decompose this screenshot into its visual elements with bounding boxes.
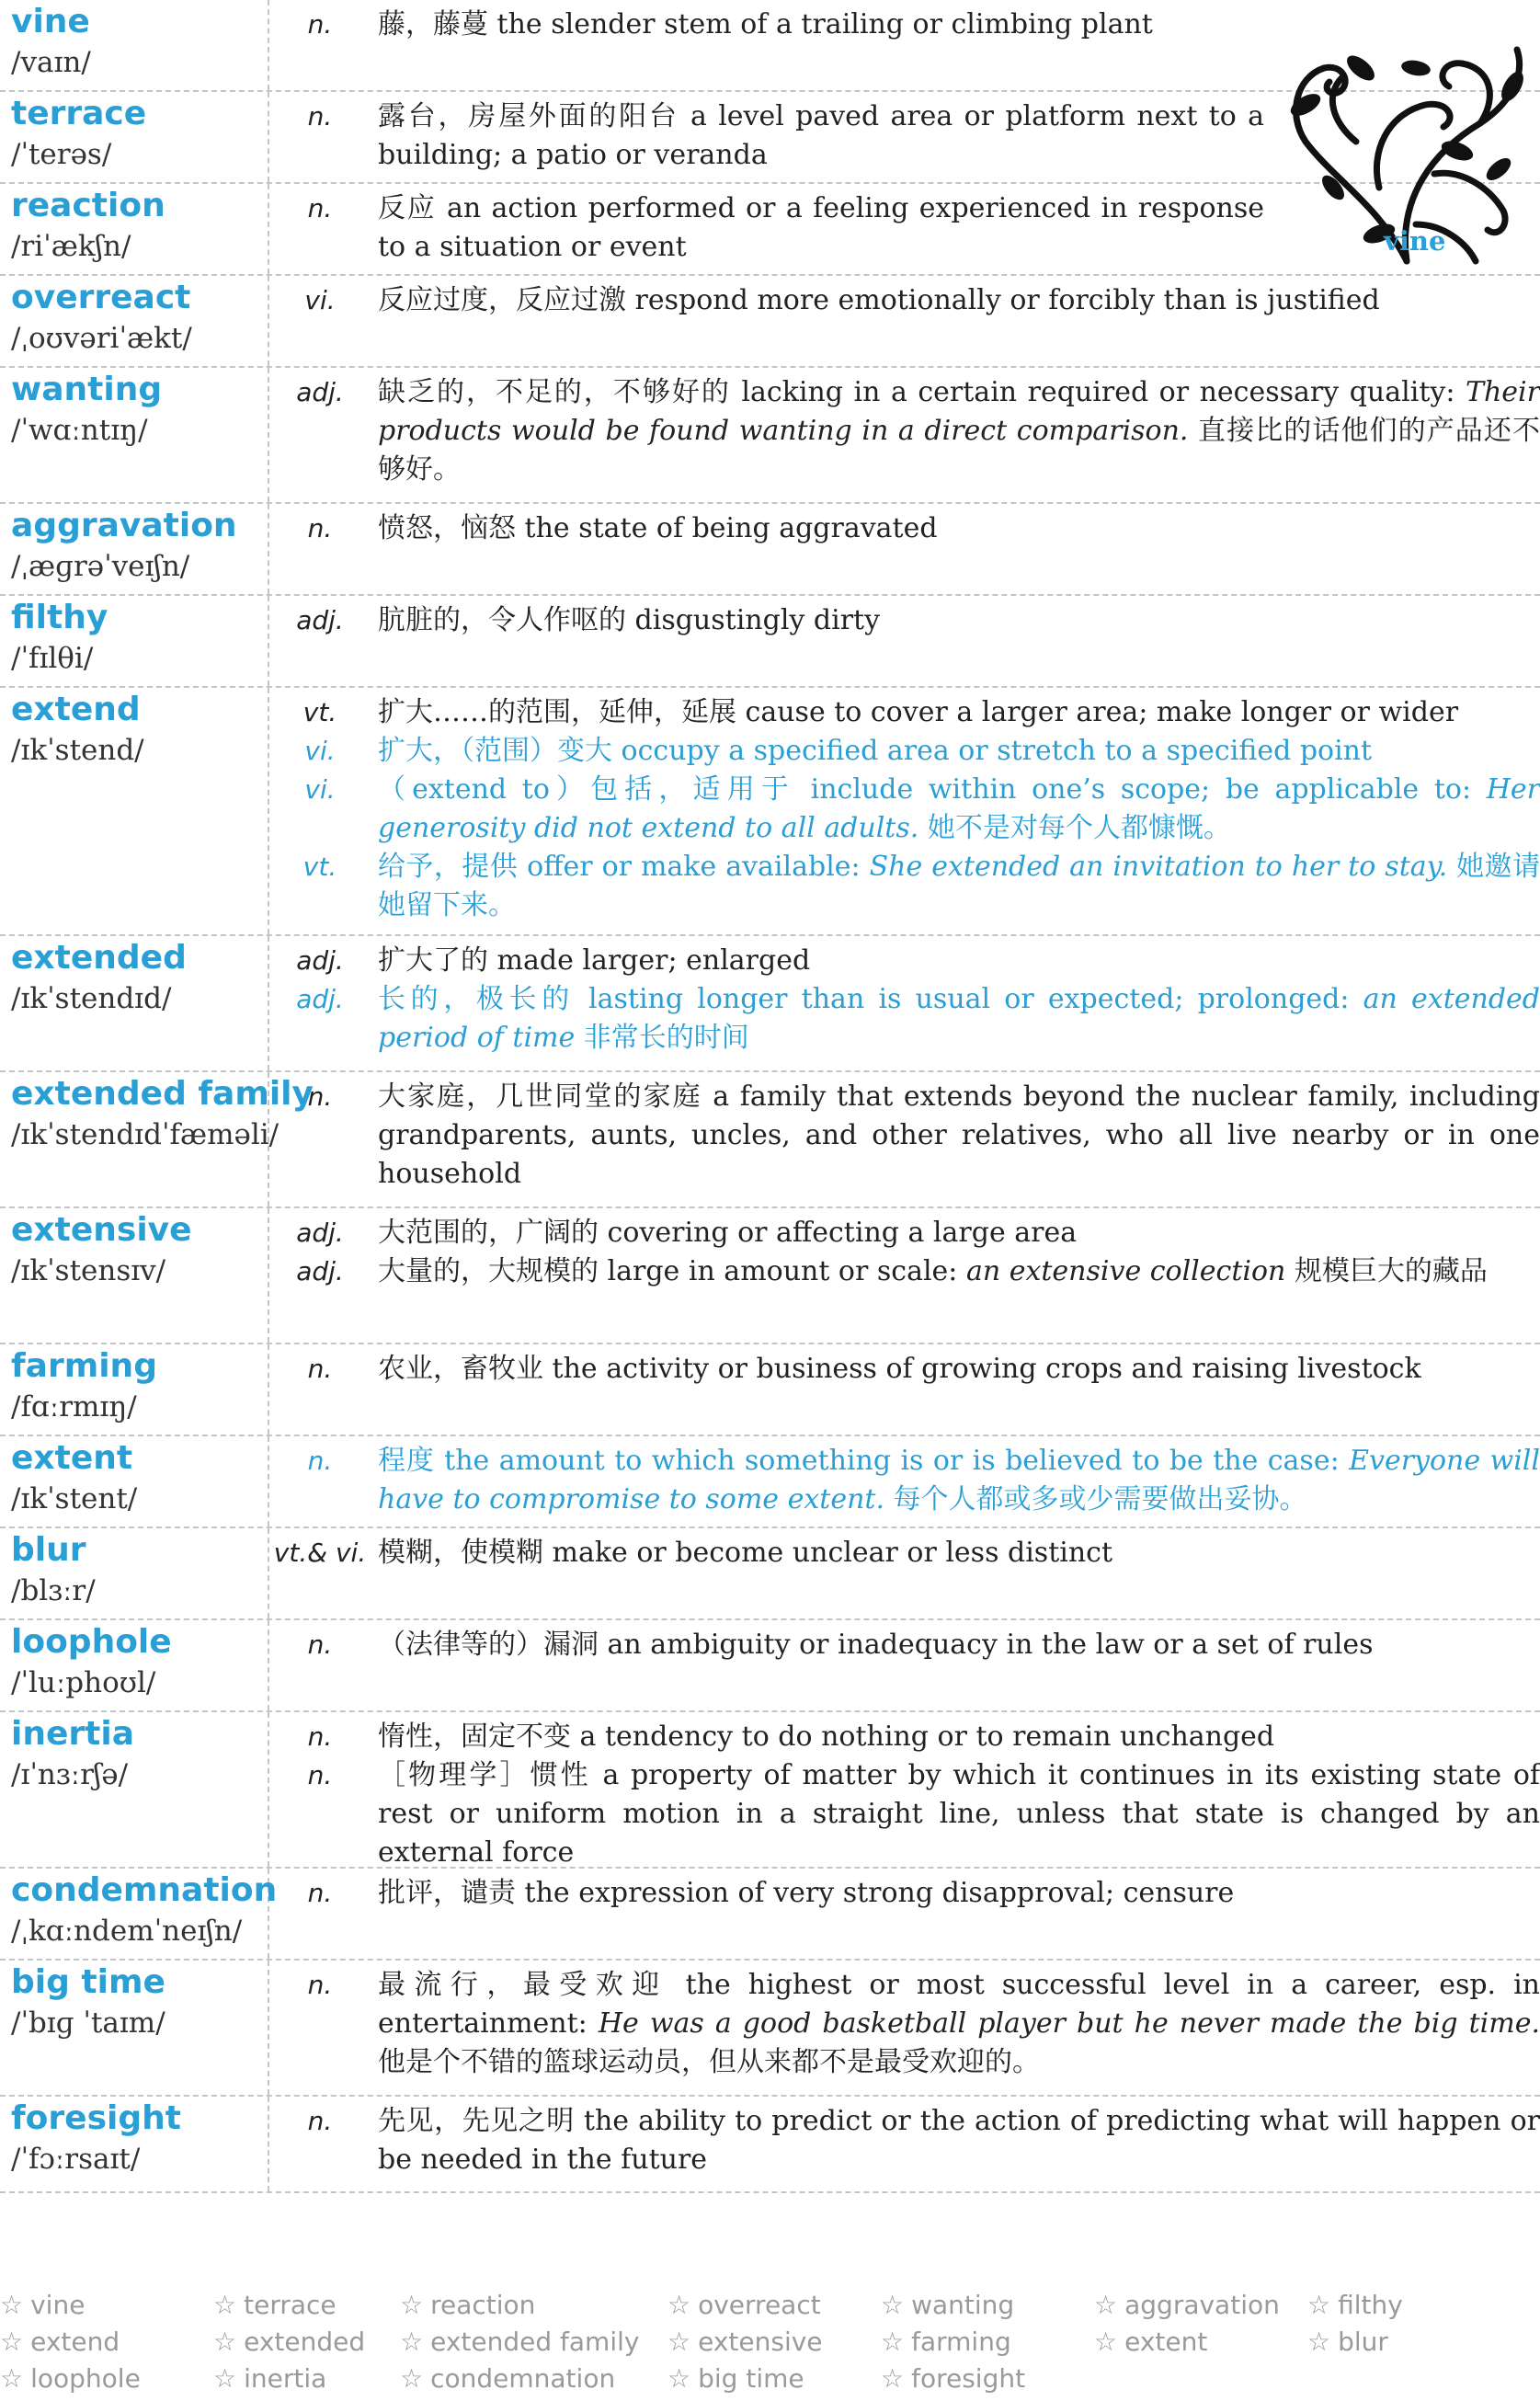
- definition-cell: [269, 276, 1540, 320]
- definition-cell: [269, 2097, 1540, 2179]
- review-item: [1094, 2290, 1280, 2320]
- part-of-speech: n.: [307, 1629, 333, 1660]
- definition-text: 程度 the amount to which something is or is believed to be the case:: [378, 1445, 1350, 1477]
- definition-text: 反应过度，反应过激 respond more emotionally or forcibly than is justified: [378, 284, 1380, 316]
- definition-text: 缺乏的，不足的，不够好的 lacking in a certain required or necessary quality:: [378, 376, 1466, 408]
- phonetic: /blɜːr/: [11, 1574, 96, 1607]
- phonetic: /ˌkɑːndemˈneɪʃn/: [11, 1915, 243, 1948]
- headword-cell: [0, 504, 269, 594]
- headword-cell: [0, 2097, 269, 2191]
- review-word: aggravation: [1124, 2290, 1280, 2320]
- phonetic: /riˈækʃn/: [11, 230, 131, 263]
- phonetic: /ˈwɑːntɪŋ/: [11, 414, 148, 447]
- definition: [269, 1350, 1540, 1389]
- headword: extent: [11, 1439, 133, 1477]
- phonetic: /ˈbɪɡ ˈtaɪm/: [11, 2007, 165, 2040]
- phonetic: /ˈterəs/: [11, 138, 112, 171]
- definition: [269, 601, 1540, 640]
- headword: terrace: [11, 95, 147, 132]
- part-of-speech: n.: [307, 1446, 333, 1476]
- definition-text: 大家庭，几世同堂的家庭 a family that extends beyond the nuclear family, including grandparents, aunts, uncles, and other relatives, who all live nearby or in one household: [378, 1080, 1540, 1190]
- star-icon: ☆: [881, 2363, 905, 2394]
- review-word: extended: [244, 2327, 366, 2357]
- star-icon: ☆: [213, 2363, 237, 2394]
- phonetic: /ɪkˈstendɪd/: [11, 982, 172, 1015]
- headword: condemnation: [11, 1871, 278, 1909]
- definition: [269, 1718, 1540, 1756]
- headword: inertia: [11, 1715, 134, 1753]
- part-of-speech: n.: [307, 193, 333, 223]
- review-word: blur: [1338, 2327, 1388, 2357]
- headword-cell: [0, 1208, 269, 1343]
- example-translation: 她不是对每个人都慷慨。: [918, 812, 1231, 844]
- star-icon: ☆: [1307, 2327, 1331, 2357]
- definition: [269, 1252, 1540, 1291]
- definition: [269, 980, 1540, 1058]
- definition-text: 长的，极长的 lasting longer than is usual or expected; prolonged:: [378, 983, 1363, 1015]
- star-icon: ☆: [400, 2327, 424, 2357]
- star-icon: ☆: [0, 2363, 24, 2394]
- example-translation: 他是个不错的篮球运动员，但从来都不是最受欢迎的。: [378, 2046, 1040, 2078]
- definition-text: 模糊，使模糊 make or become unclear or less distinct: [378, 1537, 1113, 1569]
- star-icon: ☆: [881, 2327, 905, 2357]
- phonetic: /ˈfɔːrsaɪt/: [11, 2143, 141, 2176]
- review-word: loophole: [30, 2363, 141, 2394]
- headword: filthy: [11, 599, 108, 636]
- definition-cell: [269, 1961, 1540, 2082]
- example-sentence: an extended period of time: [378, 983, 1540, 1054]
- definition-cell: [269, 688, 1540, 925]
- definition-text: 愤怒，恼怒 the state of being aggravated: [378, 512, 938, 544]
- definition-cell: [269, 1869, 1540, 1913]
- definition: [269, 189, 1264, 267]
- headword-cell: [0, 1436, 269, 1526]
- headword-cell: [0, 1528, 269, 1618]
- dictionary-entry: [0, 936, 1540, 1072]
- review-item: [213, 2327, 365, 2357]
- definition-cell: [269, 92, 1264, 175]
- definition: [269, 1626, 1540, 1664]
- headword: farming: [11, 1347, 157, 1385]
- phonetic: /ˌoʊvəriˈækt/: [11, 322, 192, 355]
- part-of-speech: vt.: [302, 697, 337, 727]
- part-of-speech: n.: [307, 1721, 333, 1752]
- review-word: condemnation: [430, 2363, 616, 2394]
- phonetic: /ˈfɪlθi/: [11, 642, 94, 675]
- headword: blur: [11, 1531, 86, 1569]
- review-item: [881, 2327, 1011, 2357]
- definition: [269, 509, 1540, 548]
- definition-text: 大量的，大规模的 large in amount or scale:: [378, 1255, 966, 1287]
- review-word: foresight: [911, 2363, 1026, 2394]
- review-item: [0, 2363, 141, 2394]
- review-item: [213, 2290, 337, 2320]
- dictionary-entry: [0, 504, 1540, 596]
- part-of-speech: n.: [307, 9, 333, 40]
- review-word: wanting: [911, 2290, 1015, 2320]
- review-word: extend: [30, 2327, 120, 2357]
- headword: vine: [11, 3, 90, 40]
- review-word: filthy: [1338, 2290, 1403, 2320]
- part-of-speech: vt.: [302, 852, 337, 882]
- definition-cell: [269, 1344, 1540, 1389]
- dictionary-entry: [0, 1620, 1540, 1712]
- headword: overreact: [11, 279, 191, 316]
- phonetic: /ɪˈnɜːrʃə/: [11, 1758, 129, 1791]
- definition: [269, 1534, 1540, 1572]
- phonetic: /ɪkˈstendɪdˈfæməli/: [11, 1118, 279, 1151]
- example-translation: 非常长的时间: [575, 1022, 749, 1054]
- review-item: [1307, 2290, 1403, 2320]
- headword-cell: [0, 1344, 269, 1435]
- review-item: [213, 2363, 326, 2394]
- phonetic: /ˌæɡrəˈveɪʃn/: [11, 550, 190, 583]
- definition-text: 扩大，（范围）变大 occupy a specified area or stretch to a specified point: [378, 735, 1373, 767]
- definition: [269, 942, 1540, 980]
- part-of-speech: adj.: [296, 1218, 344, 1248]
- definition-text: 肮脏的，令人作呕的 disgustingly dirty: [378, 604, 881, 636]
- definition-text: （法律等的）漏洞 an ambiguity or inadequacy in the law or a set of rules: [378, 1629, 1374, 1661]
- dictionary-entry: [0, 1344, 1540, 1436]
- review-word: vine: [30, 2290, 86, 2320]
- phonetic: /ɪkˈstent/: [11, 1482, 138, 1515]
- definition: [269, 848, 1540, 925]
- star-icon: ☆: [213, 2327, 237, 2357]
- star-icon: ☆: [667, 2363, 691, 2394]
- star-icon: ☆: [400, 2363, 424, 2394]
- review-word: inertia: [244, 2363, 327, 2394]
- star-icon: ☆: [0, 2327, 24, 2357]
- part-of-speech: n.: [307, 1878, 333, 1908]
- review-word: extent: [1124, 2327, 1208, 2357]
- star-icon: ☆: [881, 2290, 905, 2320]
- part-of-speech: adj.: [296, 984, 344, 1014]
- star-icon: ☆: [213, 2290, 237, 2320]
- dictionary-entry: [0, 596, 1540, 688]
- star-icon: ☆: [0, 2290, 24, 2320]
- definition: [269, 2102, 1540, 2179]
- definition: [269, 97, 1264, 175]
- definition-text: 大范围的，广阔的 covering or affecting a large area: [378, 1217, 1078, 1249]
- part-of-speech: n.: [307, 1354, 333, 1384]
- review-item: [881, 2363, 1025, 2394]
- example-translation: 直接比的话他们的产品还不够好。: [378, 415, 1540, 486]
- definition: [269, 1442, 1540, 1519]
- phonetic: /vaɪn/: [11, 46, 91, 79]
- part-of-speech: vi.: [304, 736, 336, 766]
- definition-cell: [269, 936, 1540, 1058]
- headword: foresight: [11, 2099, 181, 2137]
- dictionary-entry: [0, 1528, 1540, 1620]
- definition: [269, 6, 1264, 44]
- dictionary-entry: [0, 1208, 1540, 1344]
- definition-text: 露台，房屋外面的阳台 a level paved area or platform next to a building; a patio or veranda: [378, 100, 1264, 171]
- headword-cell: [0, 1712, 269, 1867]
- definition-text: 藤，藤蔓 the slender stem of a trailing or climbing plant: [378, 8, 1153, 40]
- definition-text: 反应 an action performed or a feeling experienced in response to a situation or event: [378, 192, 1264, 263]
- star-icon: ☆: [1307, 2290, 1331, 2320]
- review-word: terrace: [244, 2290, 337, 2320]
- review-word: overreact: [698, 2290, 821, 2320]
- phonetic: /ˈluːphoʊl/: [11, 1666, 156, 1699]
- definition-text: （extend to）包括，适用于 include within one’s scope; be applicable to:: [378, 773, 1487, 806]
- example-sentence: Their products would be found wanting in a direct comparison.: [378, 376, 1540, 447]
- definition-text: 扩大……的范围，延伸，延展 cause to cover a larger area; make longer or wider: [378, 696, 1459, 728]
- headword-cell: [0, 276, 269, 366]
- star-icon: ☆: [667, 2327, 691, 2357]
- part-of-speech: n.: [307, 2106, 333, 2136]
- definition-text: 农业，畜牧业 the activity or business of growing crops and raising livestock: [378, 1353, 1421, 1385]
- definition: [269, 771, 1540, 848]
- definition: [269, 1874, 1540, 1913]
- part-of-speech: n.: [307, 1081, 333, 1112]
- definition-cell: [269, 504, 1540, 548]
- part-of-speech: n.: [307, 1760, 333, 1790]
- example-sentence: Her generosity did not extend to all adults.: [378, 773, 1540, 844]
- definition-cell: [269, 184, 1264, 267]
- review-item: [0, 2290, 85, 2320]
- definition: [269, 1214, 1540, 1252]
- part-of-speech: vt.& vi.: [273, 1538, 367, 1568]
- definition: [269, 373, 1540, 489]
- example-translation: 她邀请她留下来。: [378, 851, 1540, 921]
- part-of-speech: vi.: [304, 285, 336, 315]
- review-word: extensive: [698, 2327, 823, 2357]
- review-item: [400, 2363, 615, 2394]
- part-of-speech: adj.: [296, 377, 344, 407]
- dictionary-entry: [0, 1712, 1540, 1869]
- definition-cell: [269, 1712, 1540, 1872]
- phonetic: /fɑːrmɪŋ/: [11, 1390, 137, 1423]
- star-icon: ☆: [1094, 2290, 1118, 2320]
- dictionary-entry: [0, 1961, 1540, 2097]
- headword-cell: [0, 1072, 314, 1206]
- headword-cell: [0, 0, 269, 90]
- definition-cell: [269, 1072, 1540, 1194]
- definition-cell: [269, 368, 1540, 489]
- dictionary-entry: [0, 2097, 1540, 2193]
- review-item: [400, 2327, 639, 2357]
- definition: [269, 693, 1540, 732]
- definition: [269, 1756, 1540, 1872]
- headword-cell: [0, 368, 269, 502]
- dictionary-entry: [0, 276, 1540, 368]
- review-word: big time: [698, 2363, 804, 2394]
- part-of-speech: adj.: [296, 605, 344, 635]
- star-icon: ☆: [400, 2290, 424, 2320]
- part-of-speech: n.: [307, 1970, 333, 2000]
- headword-cell: [0, 1620, 269, 1710]
- headword: extended family: [11, 1075, 314, 1113]
- review-item: [667, 2363, 804, 2394]
- headword: extended: [11, 939, 187, 977]
- phonetic: /ɪkˈstend/: [11, 734, 144, 767]
- headword: extensive: [11, 1211, 192, 1249]
- definition-cell: [269, 1436, 1540, 1519]
- review-item: [400, 2290, 535, 2320]
- headword: reaction: [11, 187, 165, 224]
- review-item: [667, 2327, 823, 2357]
- review-word: farming: [911, 2327, 1011, 2357]
- headword: extend: [11, 691, 141, 728]
- definition-text: 给予，提供 offer or make available:: [378, 851, 870, 883]
- headword-cell: [0, 1869, 278, 1959]
- headword: aggravation: [11, 507, 237, 544]
- example-sentence: an extensive collection: [965, 1255, 1286, 1287]
- illustration-caption: vine: [1384, 225, 1446, 257]
- headword: big time: [11, 1963, 165, 2001]
- definition-cell: [269, 1528, 1540, 1572]
- definition: [269, 732, 1540, 771]
- dictionary-entry: [0, 688, 1540, 936]
- definition-text: 惰性，固定不变 a tendency to do nothing or to remain unchanged: [378, 1721, 1275, 1753]
- headword-cell: [0, 92, 269, 182]
- star-icon: ☆: [1094, 2327, 1118, 2357]
- definition: [269, 1078, 1540, 1194]
- example-translation: 规模巨大的藏品: [1285, 1255, 1488, 1287]
- headword-cell: [0, 688, 269, 934]
- definition-text: 先见，先见之明 the ability to predict or the action of predicting what will happen or be needed in the future: [378, 2105, 1540, 2176]
- definition-cell: [269, 1208, 1540, 1291]
- definition-text: 批评，谴责 the expression of very strong disapproval; censure: [378, 1877, 1235, 1909]
- review-item: [881, 2290, 1014, 2320]
- definition: [269, 1966, 1540, 2082]
- definition-text: 最流行，最受欢迎 the highest or most successful level in a career, esp. in entertainment:: [378, 1969, 1540, 2040]
- headword-cell: [0, 936, 269, 1070]
- definition-cell: [269, 1620, 1540, 1664]
- headword: wanting: [11, 371, 163, 408]
- part-of-speech: adj.: [296, 945, 344, 976]
- example-translation: 每个人都或多或少需要做出妥协。: [884, 1483, 1307, 1515]
- review-item: [667, 2290, 821, 2320]
- headword-cell: [0, 184, 269, 274]
- example-sentence: He was a good basketball player but he never made the big time.: [598, 2007, 1540, 2040]
- example-sentence: Everyone will have to compromise to some extent.: [378, 1445, 1540, 1515]
- definition-text: 扩大了的 made larger; enlarged: [378, 944, 811, 977]
- example-sentence: She extended an invitation to her to stay.: [869, 851, 1448, 883]
- headword-cell: [0, 1961, 269, 2095]
- review-item: [0, 2327, 120, 2357]
- review-item: [1094, 2327, 1207, 2357]
- dictionary-entry: [0, 1436, 1540, 1528]
- dictionary-entry: [0, 368, 1540, 504]
- part-of-speech: adj.: [296, 1256, 344, 1286]
- part-of-speech: vi.: [304, 774, 336, 805]
- review-word: reaction: [430, 2290, 536, 2320]
- definition: [269, 281, 1540, 320]
- review-word: extended family: [430, 2327, 640, 2357]
- definition-cell: [269, 0, 1264, 44]
- part-of-speech: n.: [307, 101, 333, 131]
- dictionary-entry: [0, 1869, 1540, 1961]
- star-icon: ☆: [667, 2290, 691, 2320]
- definition-text: ［物理学］惯性 a property of matter by which it continues in its existing state of rest or uniform motion in a straight line, unless that state is changed by an external force: [378, 1759, 1540, 1869]
- dictionary-entry: [0, 1072, 1540, 1208]
- phonetic: /ɪkˈstensɪv/: [11, 1254, 166, 1287]
- definition-cell: [269, 596, 1540, 640]
- part-of-speech: n.: [307, 513, 333, 543]
- review-item: [1307, 2327, 1388, 2357]
- headword: loophole: [11, 1623, 172, 1661]
- headword-cell: [0, 596, 269, 686]
